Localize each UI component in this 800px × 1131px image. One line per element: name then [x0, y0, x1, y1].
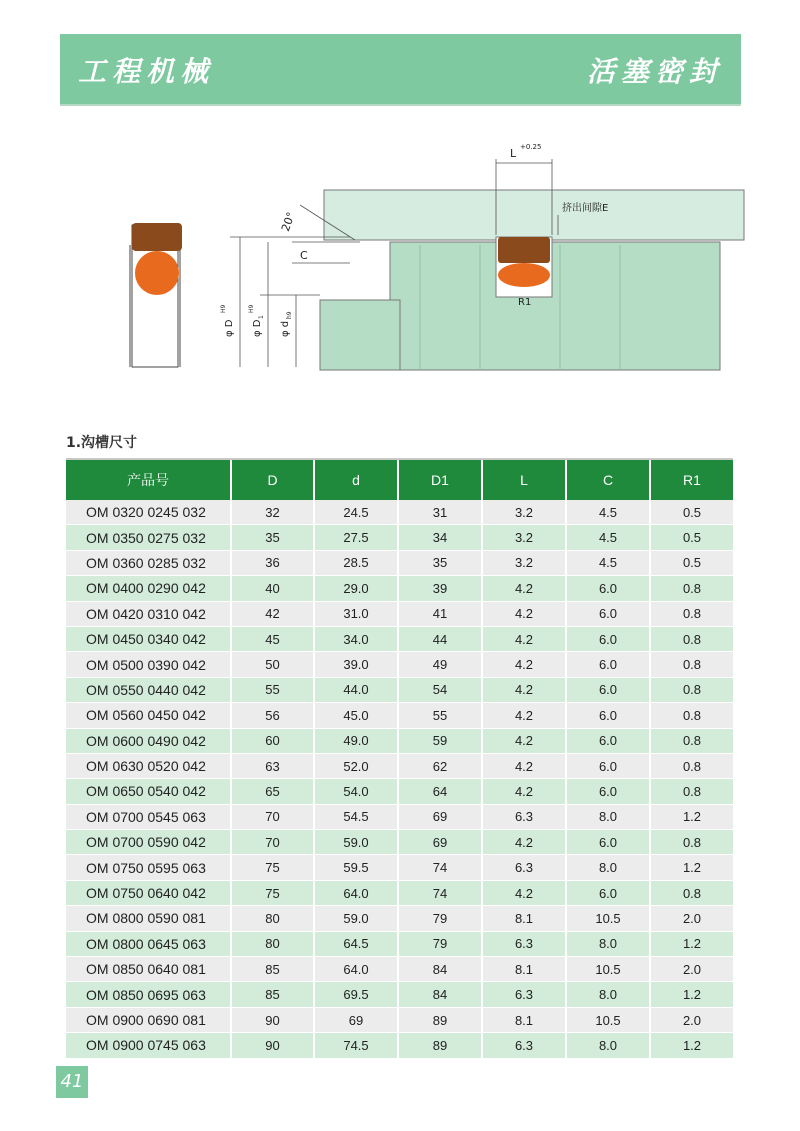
column-header: d	[314, 460, 398, 500]
table-cell: 6.0	[566, 779, 650, 804]
table-cell: 4.2	[482, 753, 566, 778]
table-cell: 54.0	[314, 779, 398, 804]
table-cell: 8.1	[482, 1007, 566, 1032]
table-row	[66, 753, 733, 778]
table-cell: 31	[398, 500, 482, 525]
table-cell: 6.0	[566, 626, 650, 651]
table-cell: 0.5	[650, 525, 733, 550]
table-row	[66, 601, 733, 626]
column-header: C	[566, 460, 650, 500]
table-cell: 8.0	[566, 804, 650, 829]
table-cell: 0.8	[650, 728, 733, 753]
product-number-cell: OM 0850 0695 063	[66, 982, 231, 1007]
table-cell: 3.2	[482, 550, 566, 575]
table-row	[66, 626, 733, 651]
product-number-cell: OM 0320 0245 032	[66, 500, 231, 525]
table-cell: 4.5	[566, 500, 650, 525]
table-cell: 0.8	[650, 880, 733, 905]
table-cell: 6.0	[566, 830, 650, 855]
table-cell: 4.2	[482, 703, 566, 728]
table-cell: 90	[231, 1007, 314, 1032]
table-cell: 59.0	[314, 830, 398, 855]
table-cell: 85	[231, 957, 314, 982]
table-cell: 79	[398, 906, 482, 931]
table-cell: 39.0	[314, 652, 398, 677]
table-cell: 74	[398, 855, 482, 880]
table-cell: 62	[398, 753, 482, 778]
table-cell: 1.2	[650, 804, 733, 829]
table-cell: 60	[231, 728, 314, 753]
table-cell: 6.3	[482, 982, 566, 1007]
table-row	[66, 880, 733, 905]
table-cell: 34	[398, 525, 482, 550]
seal-ring-brown	[132, 223, 182, 251]
table-cell: 6.0	[566, 652, 650, 677]
product-number-cell: OM 0700 0590 042	[66, 830, 231, 855]
table-row	[66, 703, 733, 728]
table-cell: 1.2	[650, 1033, 733, 1058]
table-cell: 0.8	[650, 779, 733, 804]
table-cell: 0.8	[650, 677, 733, 702]
table-cell: 0.5	[650, 500, 733, 525]
product-number-cell: OM 0900 0690 081	[66, 1007, 231, 1032]
table-cell: 6.0	[566, 880, 650, 905]
table-row	[66, 550, 733, 575]
table-row	[66, 1033, 733, 1058]
table-cell: 69	[314, 1007, 398, 1032]
table-cell: 64.0	[314, 880, 398, 905]
table-cell: 69	[398, 830, 482, 855]
table-cell: 55	[231, 677, 314, 702]
table-cell: 4.2	[482, 601, 566, 626]
table-cell: 27.5	[314, 525, 398, 550]
table-cell: 0.8	[650, 601, 733, 626]
table-cell: 0.5	[650, 550, 733, 575]
table-cell: 8.0	[566, 931, 650, 956]
table-row	[66, 779, 733, 804]
table-cell: 1.2	[650, 855, 733, 880]
table-cell: 4.5	[566, 550, 650, 575]
table-cell: 6.3	[482, 931, 566, 956]
table-cell: 63	[231, 753, 314, 778]
table-cell: 69	[398, 804, 482, 829]
table-cell: 49.0	[314, 728, 398, 753]
table-cell: 0.8	[650, 753, 733, 778]
table-cell: 90	[231, 1033, 314, 1058]
table-cell: 41	[398, 601, 482, 626]
table-row	[66, 652, 733, 677]
label-C: C	[300, 249, 308, 262]
table-cell: 44	[398, 626, 482, 651]
table-cell: 89	[398, 1007, 482, 1032]
table-cell: 35	[398, 550, 482, 575]
table-cell: 10.5	[566, 957, 650, 982]
table-cell: 6.3	[482, 1033, 566, 1058]
table-cell: 6.3	[482, 804, 566, 829]
table-cell: 6.0	[566, 703, 650, 728]
table-cell: 2.0	[650, 906, 733, 931]
table-cell: 79	[398, 931, 482, 956]
table-cell: 64	[398, 779, 482, 804]
table-cell: 4.2	[482, 728, 566, 753]
product-number-cell: OM 0750 0640 042	[66, 880, 231, 905]
table-cell: 52.0	[314, 753, 398, 778]
table-cell: 54	[398, 677, 482, 702]
table-cell: 64.5	[314, 931, 398, 956]
column-header: D	[231, 460, 314, 500]
table-cell: 8.0	[566, 982, 650, 1007]
table-cell: 0.8	[650, 626, 733, 651]
table-row	[66, 830, 733, 855]
product-number-cell: OM 0600 0490 042	[66, 728, 231, 753]
label-L-tolerance: +0.25	[520, 143, 542, 151]
table-cell: 6.3	[482, 855, 566, 880]
table-cell: 89	[398, 1033, 482, 1058]
table-cell: 35	[231, 525, 314, 550]
header-left-title: 工程机械	[78, 55, 215, 88]
table-cell: 64.0	[314, 957, 398, 982]
column-header: L	[482, 460, 566, 500]
column-header: D1	[398, 460, 482, 500]
page-number: 41	[56, 1066, 88, 1098]
table-cell: 80	[231, 906, 314, 931]
table-cell: 80	[231, 931, 314, 956]
table-row	[66, 957, 733, 982]
groove-seal-brown	[498, 237, 550, 263]
table-cell: 8.1	[482, 906, 566, 931]
table-cell: 6.0	[566, 576, 650, 601]
table-cell: 36	[231, 550, 314, 575]
groove-dimension-table-wrapper	[66, 460, 733, 1059]
table-cell: 3.2	[482, 525, 566, 550]
table-row	[66, 982, 733, 1007]
label-D1: φ D	[252, 319, 263, 337]
product-number-cell: OM 0900 0745 063	[66, 1033, 231, 1058]
page-header	[60, 34, 741, 106]
table-cell: 8.1	[482, 957, 566, 982]
table-cell: 0.8	[650, 703, 733, 728]
table-row	[66, 931, 733, 956]
label-d-fit: h9	[286, 311, 293, 319]
product-number-cell: OM 0630 0520 042	[66, 753, 231, 778]
table-cell: 50	[231, 652, 314, 677]
column-header: 产品号	[66, 460, 231, 500]
product-number-cell: OM 0450 0340 042	[66, 626, 231, 651]
table-body	[66, 500, 733, 1058]
product-number-cell: OM 0850 0640 081	[66, 957, 231, 982]
table-cell: 75	[231, 880, 314, 905]
table-cell: 31.0	[314, 601, 398, 626]
table-cell: 74.5	[314, 1033, 398, 1058]
product-number-cell: OM 0650 0540 042	[66, 779, 231, 804]
table-cell: 8.0	[566, 855, 650, 880]
table-cell: 42	[231, 601, 314, 626]
groove-dimension-table	[66, 460, 733, 1059]
table-row	[66, 525, 733, 550]
seal-ring-orange	[135, 251, 179, 295]
table-row	[66, 855, 733, 880]
table-cell: 4.5	[566, 525, 650, 550]
table-cell: 34.0	[314, 626, 398, 651]
product-number-cell: OM 0350 0275 032	[66, 525, 231, 550]
product-number-cell: OM 0750 0595 063	[66, 855, 231, 880]
label-angle: 20°	[278, 210, 298, 234]
table-cell: 4.2	[482, 626, 566, 651]
table-cell: 4.2	[482, 677, 566, 702]
table-cell: 0.8	[650, 576, 733, 601]
table-row	[66, 1007, 733, 1032]
groove-seal-orange	[498, 263, 550, 287]
table-cell: 0.8	[650, 830, 733, 855]
table-cell: 6.0	[566, 677, 650, 702]
label-D1-subscript: 1	[258, 315, 265, 319]
table-cell: 70	[231, 830, 314, 855]
groove-diagram	[60, 135, 750, 385]
table-cell: 4.2	[482, 652, 566, 677]
table-cell: 4.2	[482, 880, 566, 905]
product-number-cell: OM 0550 0440 042	[66, 677, 231, 702]
table-cell: 84	[398, 982, 482, 1007]
table-cell: 4.2	[482, 830, 566, 855]
table-cell: 56	[231, 703, 314, 728]
product-number-cell: OM 0800 0590 081	[66, 906, 231, 931]
table-cell: 65	[231, 779, 314, 804]
table-cell: 1.2	[650, 931, 733, 956]
column-header: R1	[650, 460, 733, 500]
table-cell: 24.5	[314, 500, 398, 525]
table-cell: 2.0	[650, 957, 733, 982]
table-row	[66, 500, 733, 525]
table-cell: 6.0	[566, 601, 650, 626]
product-number-cell: OM 0700 0545 063	[66, 804, 231, 829]
table-cell: 85	[231, 982, 314, 1007]
table-cell: 59.5	[314, 855, 398, 880]
table-cell: 45.0	[314, 703, 398, 728]
label-L: L	[510, 147, 517, 160]
header-right-title: 活塞密封	[586, 55, 723, 88]
table-cell: 45	[231, 626, 314, 651]
table-cell: 28.5	[314, 550, 398, 575]
seal-cross-section	[130, 223, 182, 367]
table-row	[66, 804, 733, 829]
table-cell: 2.0	[650, 1007, 733, 1032]
table-cell: 39	[398, 576, 482, 601]
table-cell: 8.0	[566, 1033, 650, 1058]
table-cell: 75	[231, 855, 314, 880]
table-cell: 44.0	[314, 677, 398, 702]
piston-body	[390, 242, 720, 370]
table-cell: 4.2	[482, 576, 566, 601]
table-cell: 59.0	[314, 906, 398, 931]
table-cell: 29.0	[314, 576, 398, 601]
table-cell: 74	[398, 880, 482, 905]
product-number-cell: OM 0420 0310 042	[66, 601, 231, 626]
product-number-cell: OM 0500 0390 042	[66, 652, 231, 677]
table-cell: 54.5	[314, 804, 398, 829]
table-cell: 4.2	[482, 779, 566, 804]
table-cell: 6.0	[566, 728, 650, 753]
table-row	[66, 728, 733, 753]
label-extrusion-gap: 挤出间隙E	[562, 203, 609, 214]
table-cell: 70	[231, 804, 314, 829]
table-cell: 55	[398, 703, 482, 728]
table-cell: 0.8	[650, 652, 733, 677]
product-number-cell: OM 0360 0285 032	[66, 550, 231, 575]
label-D-fit: H9	[220, 304, 227, 313]
label-R1: R1	[518, 297, 532, 308]
table-cell: 10.5	[566, 906, 650, 931]
table-row	[66, 576, 733, 601]
table-cell: 32	[231, 500, 314, 525]
table-cell: 59	[398, 728, 482, 753]
table-cell: 40	[231, 576, 314, 601]
label-D1-fit: H9	[248, 304, 255, 313]
table-cell: 49	[398, 652, 482, 677]
table-cell: 84	[398, 957, 482, 982]
product-number-cell: OM 0560 0450 042	[66, 703, 231, 728]
table-cell: 3.2	[482, 500, 566, 525]
section-title: 1.沟槽尺寸	[66, 435, 138, 451]
cylinder-bore	[324, 190, 744, 240]
label-D: φ D	[224, 319, 235, 337]
table-header-row	[66, 460, 733, 500]
product-number-cell: OM 0400 0290 042	[66, 576, 231, 601]
product-number-cell: OM 0800 0645 063	[66, 931, 231, 956]
table-cell: 10.5	[566, 1007, 650, 1032]
table-row	[66, 906, 733, 931]
table-cell: 69.5	[314, 982, 398, 1007]
table-cell: 6.0	[566, 753, 650, 778]
label-d: φ d	[280, 320, 291, 337]
table-cell: 1.2	[650, 982, 733, 1007]
table-row	[66, 677, 733, 702]
